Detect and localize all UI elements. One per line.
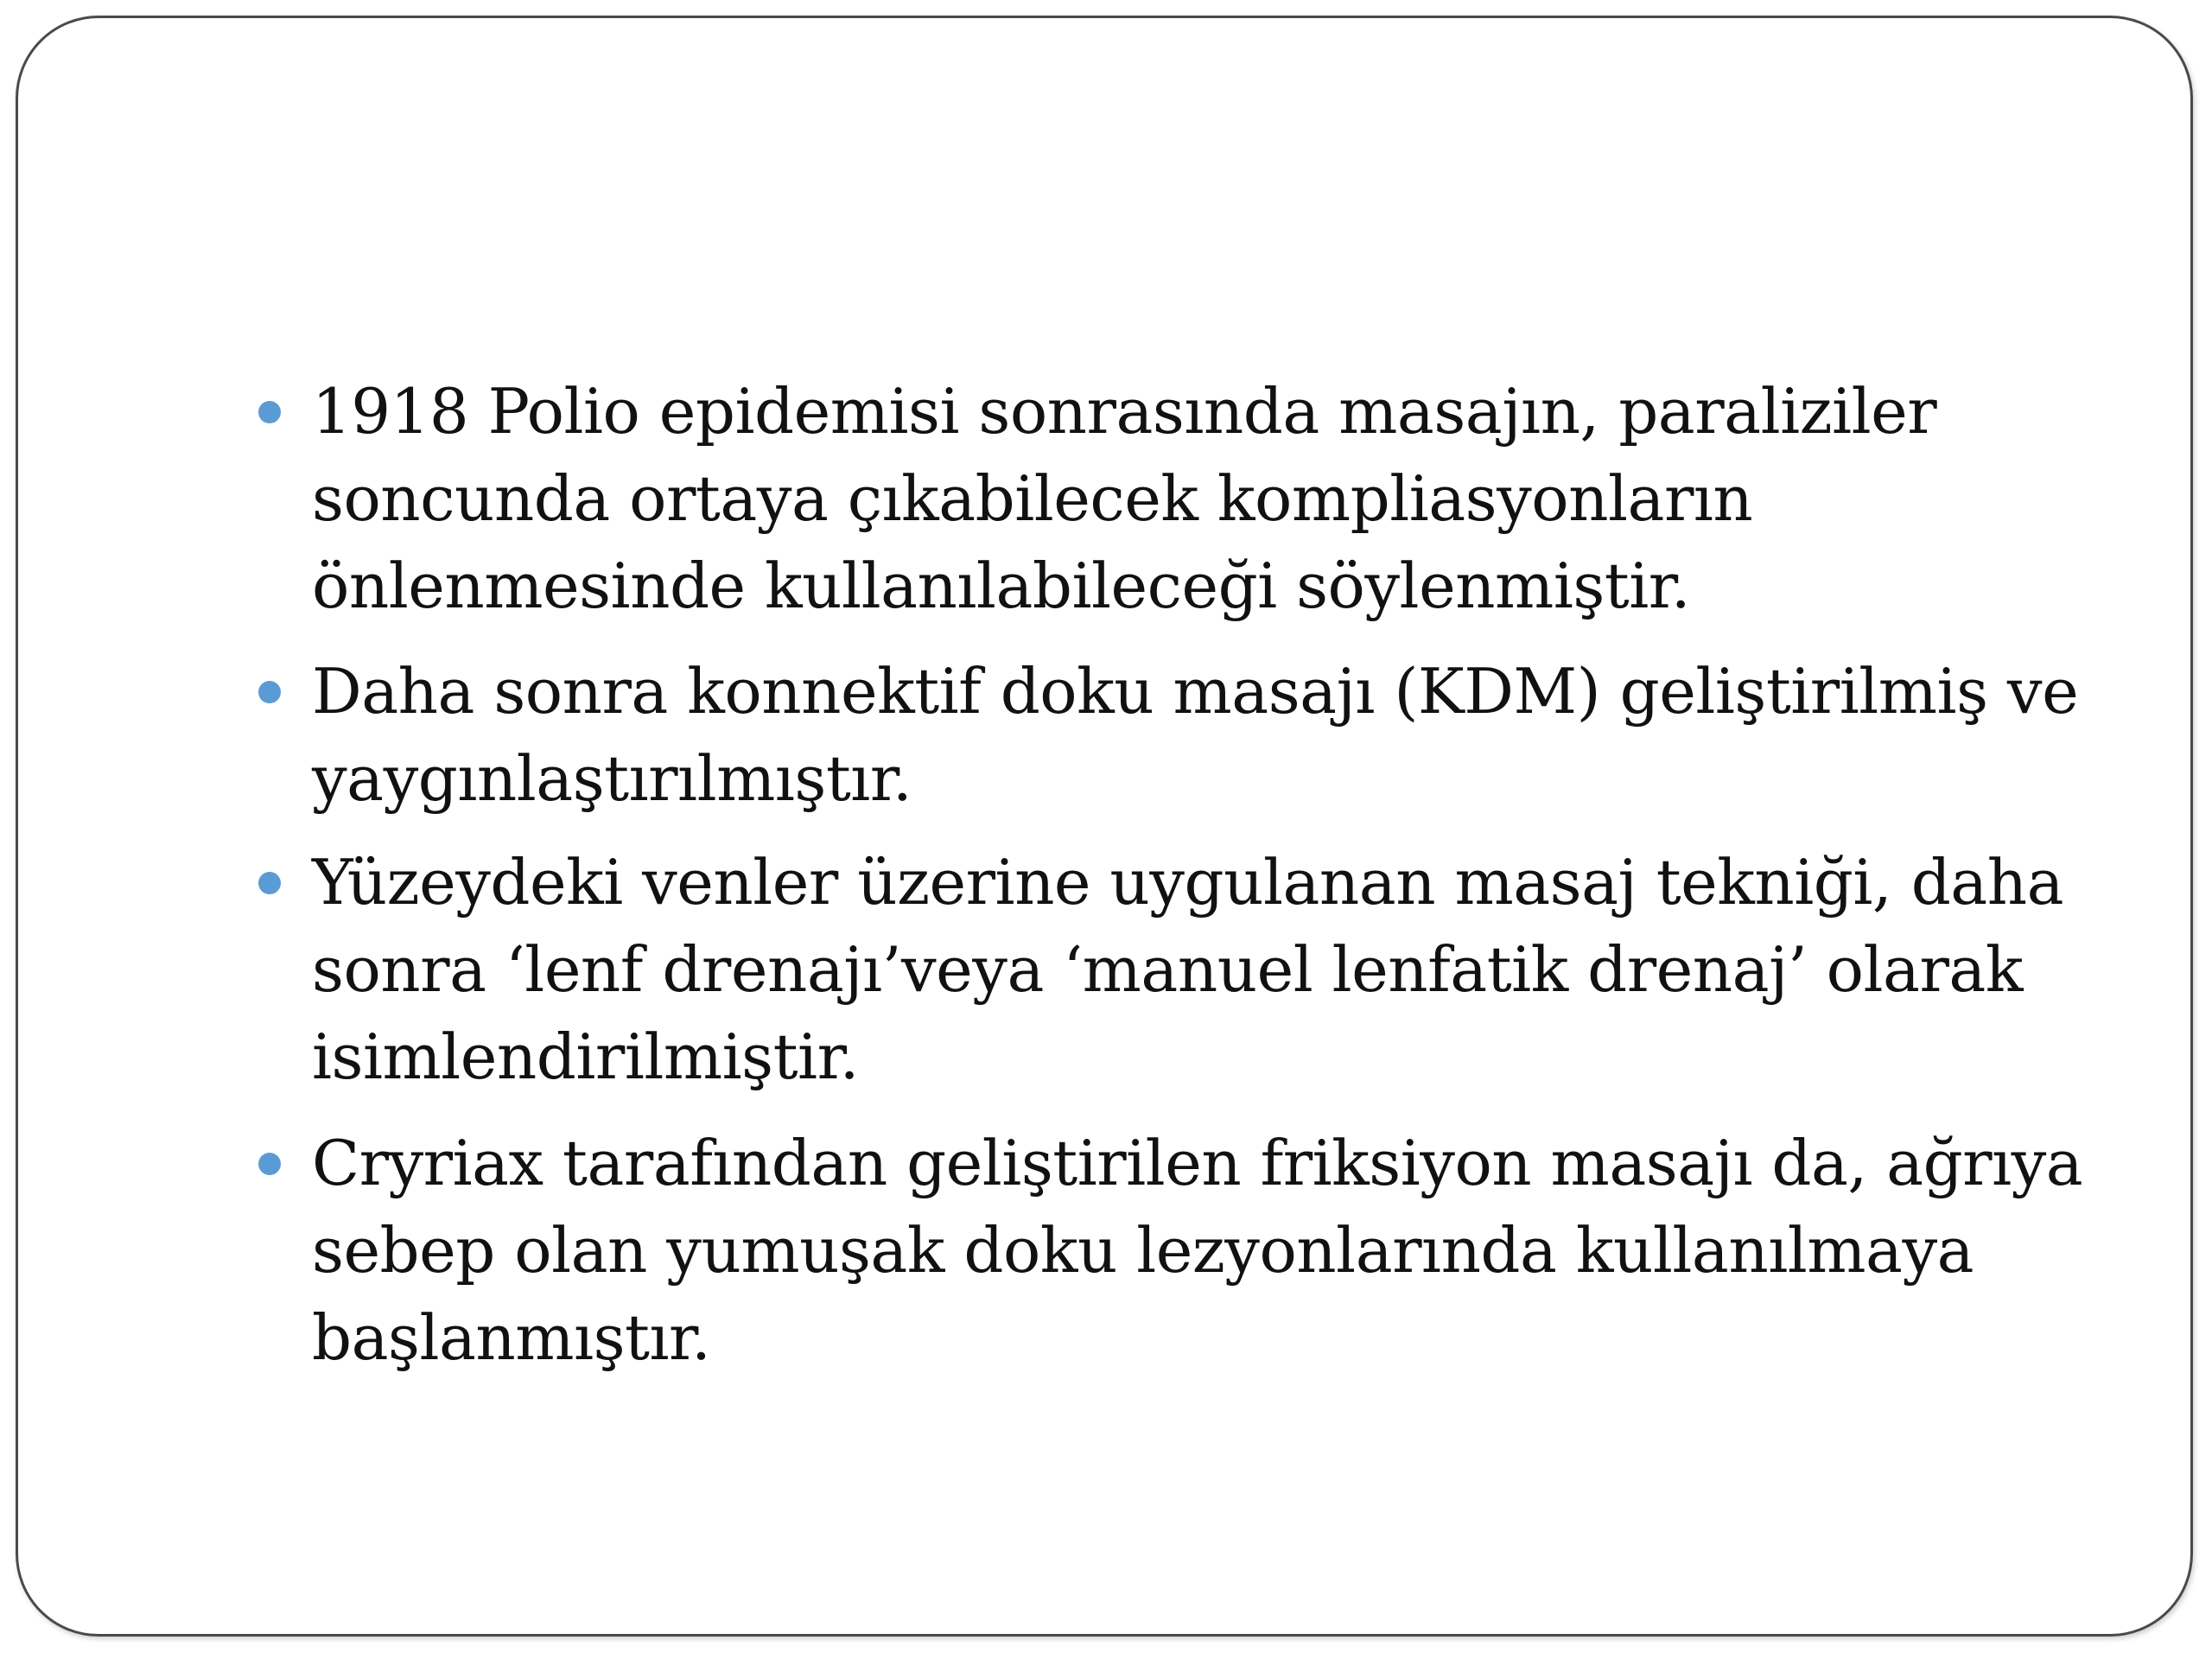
bullet-dot-icon xyxy=(258,681,281,703)
bullet-text: 1918 Polio epidemisi sonrasında masajın, paraliziler soncunda ortaya çıkabilecek kompliasyonların önlenmesinde kullanılabileceği söylenmiştir. xyxy=(312,375,1937,622)
bullet-item-1 xyxy=(312,368,2178,630)
bullet-dot-icon xyxy=(258,1153,281,1175)
bullet-dot-icon xyxy=(258,401,281,423)
bullet-text: Cryriax tarafından geliştirilen friksiyon masajı da, ağrıya sebep olan yumuşak doku lezyonlarında kullanılmaya başlanmıştır. xyxy=(312,1127,2083,1374)
bullet-item-2 xyxy=(312,648,2178,823)
bullet-dot-icon xyxy=(258,872,281,894)
bullet-text: Yüzeydeki venler üzerine uygulanan masaj tekniği, daha sonra ‘lenf drenajı’veya ‘manuel lenfatik drenaj’ olarak isimlendirilmiştir. xyxy=(312,846,2064,1093)
bullet-item-3 xyxy=(312,839,2178,1101)
bullet-item-4 xyxy=(312,1120,2178,1382)
bullet-text: Daha sonra konnektif doku masajı (KDM) geliştirilmiş ve yaygınlaştırılmıştır. xyxy=(312,655,2079,815)
bullet-list xyxy=(18,18,2190,1634)
slide-frame xyxy=(16,16,2193,1637)
